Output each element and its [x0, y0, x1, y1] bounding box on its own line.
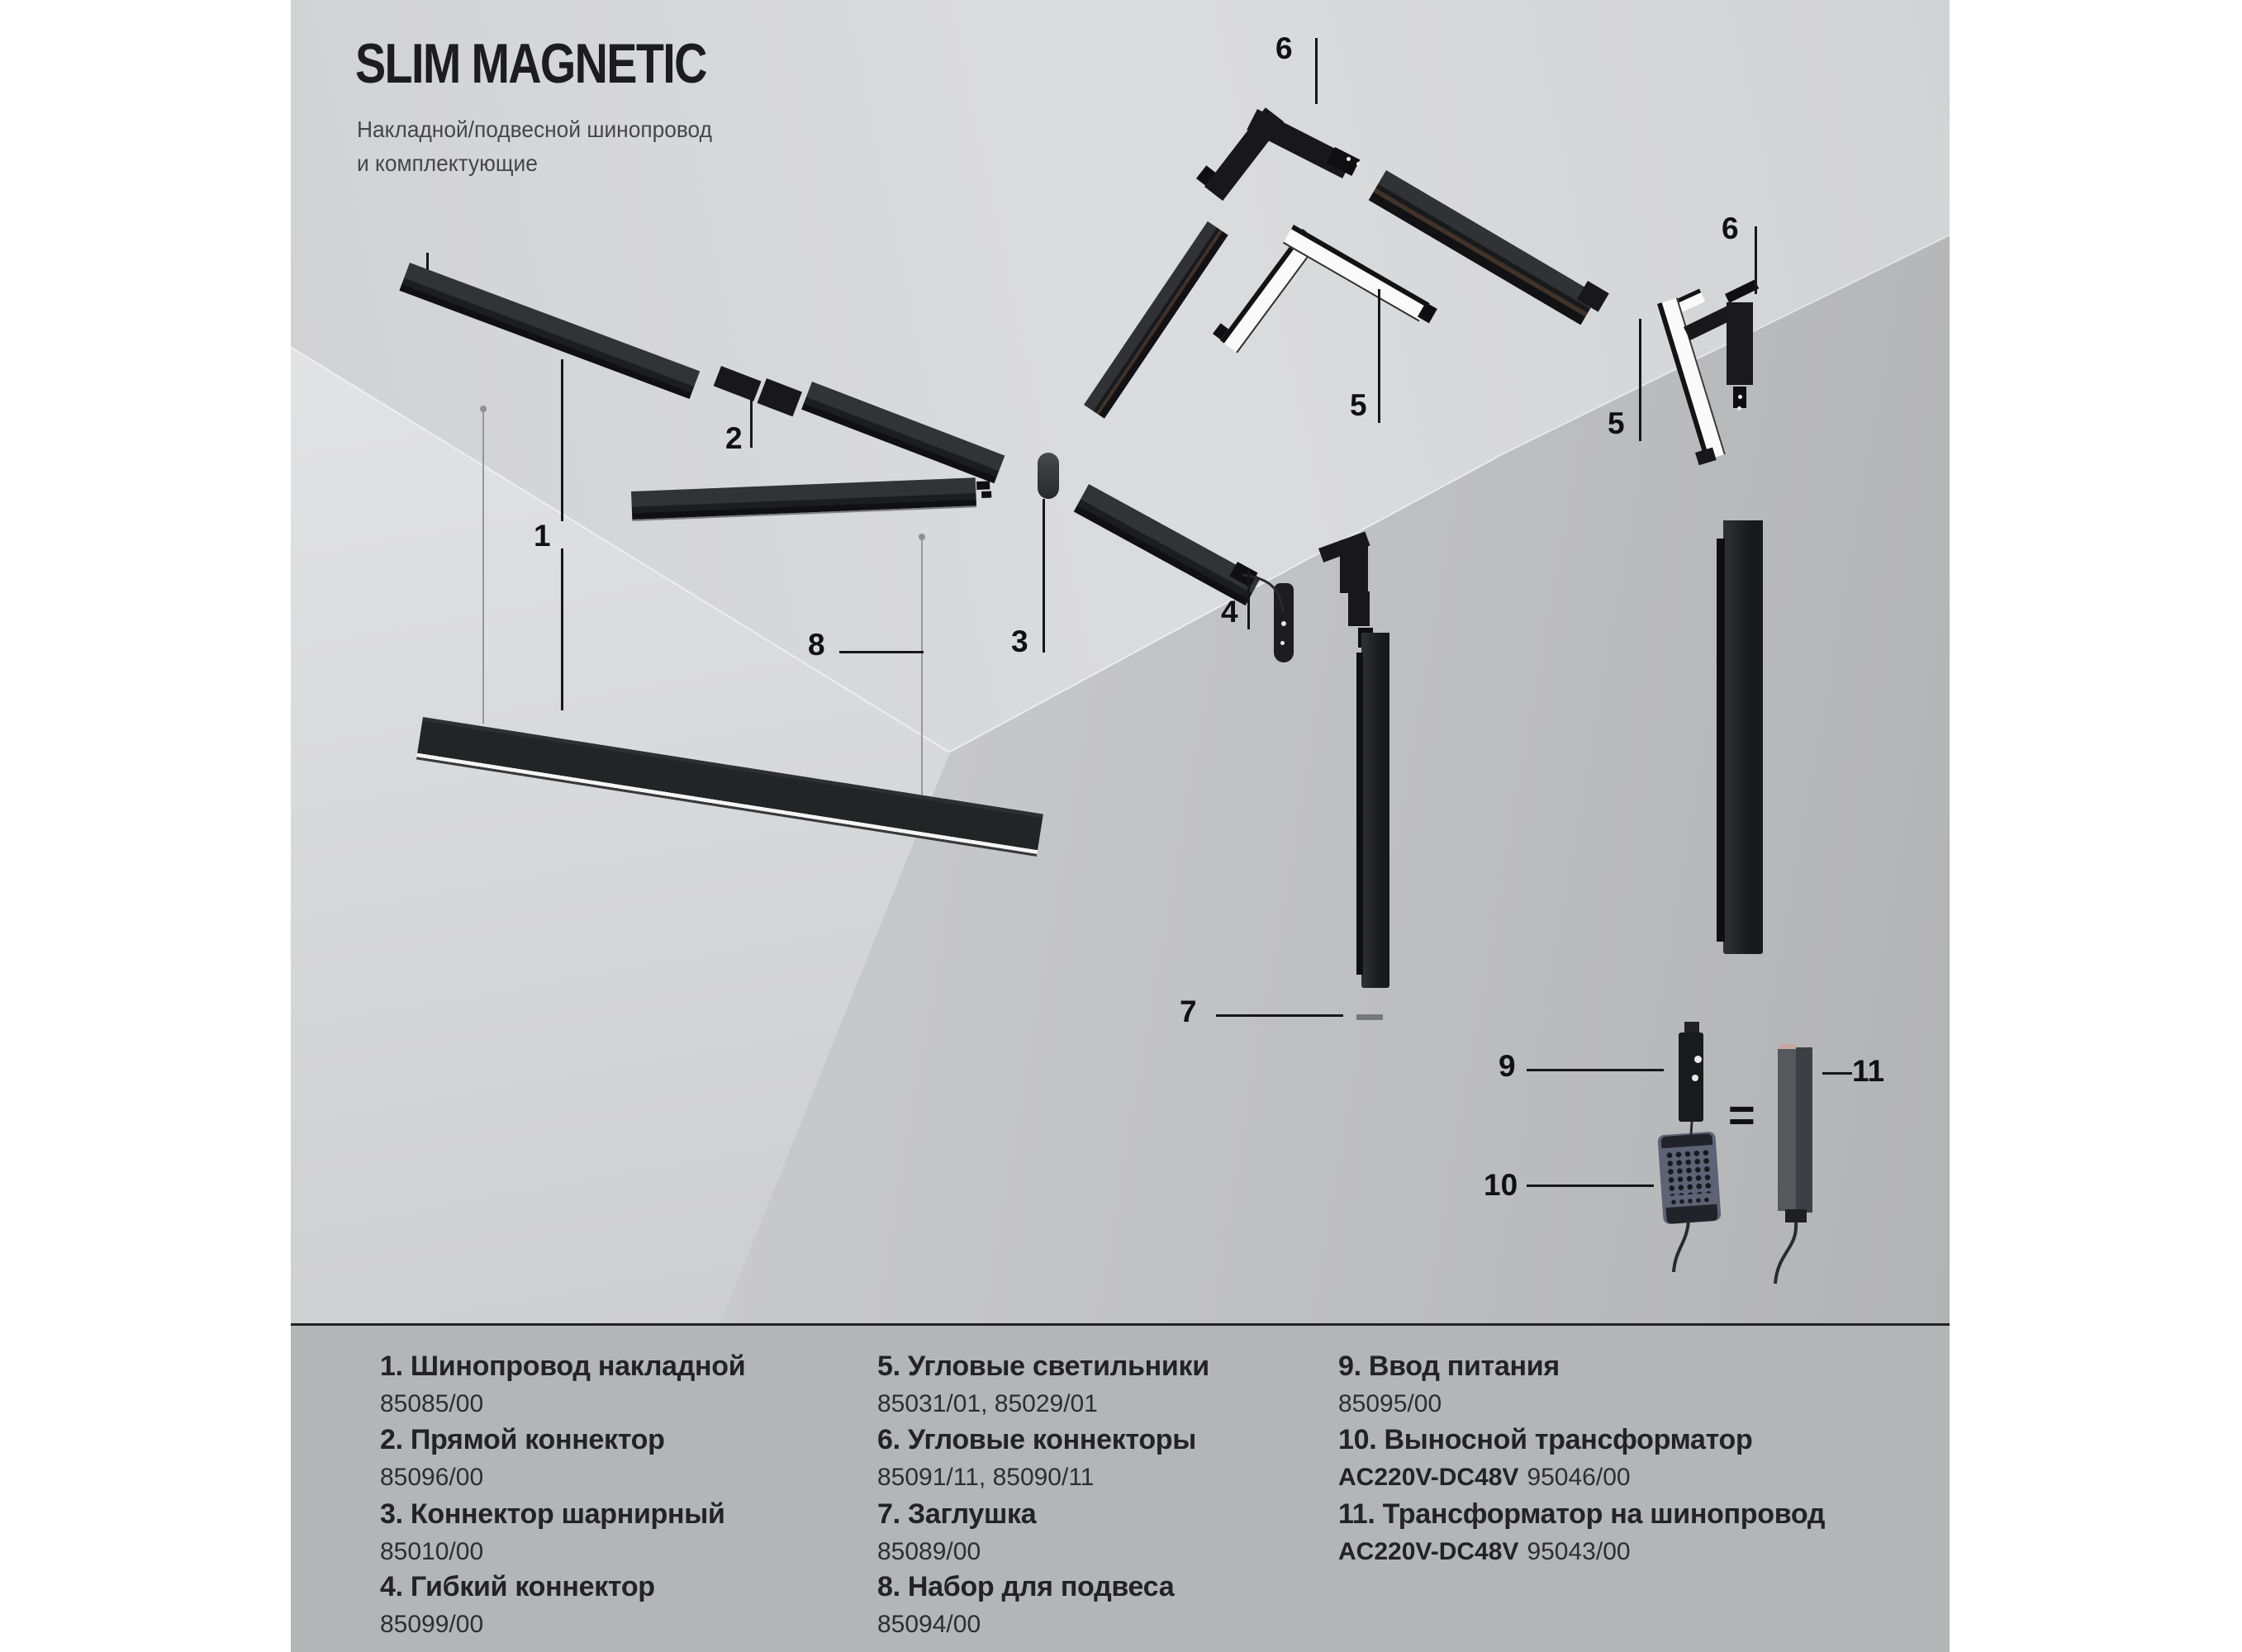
legend-item-1: 1. Шинопровод накладной 85085/00 [380, 1351, 746, 1417]
transformer-vent-grid [1665, 1148, 1713, 1196]
external-transformer [1657, 1132, 1721, 1225]
subtitle-line-2: и комплектующие [357, 150, 538, 176]
connector-contact-dot [1356, 162, 1361, 166]
track-end-pin-upper [976, 481, 990, 490]
callout-8: 8 [808, 628, 825, 662]
equals-sign: = [1728, 1089, 1755, 1141]
wall-track-right [1723, 520, 1763, 954]
callout-11: 11 [1852, 1054, 1885, 1088]
callout-9: 9 [1499, 1049, 1516, 1083]
legend-item-7: 7. Заглушка 85089/00 [877, 1498, 1037, 1565]
power-input-dot [1694, 1056, 1702, 1063]
callout-5-right: 5 [1608, 406, 1625, 440]
wall-track-corner [1361, 633, 1389, 988]
callout-line-9 [1527, 1069, 1664, 1071]
callout-line-10 [1527, 1184, 1654, 1187]
track-end-pin-lower [981, 491, 991, 498]
callout-line-7 [1216, 1014, 1343, 1017]
subtitle-line-1: Накладной/подвесной шинопровод [357, 116, 712, 142]
callout-line-2 [750, 393, 753, 448]
track-transformer-side [1796, 1047, 1812, 1213]
legend-item-5: 5. Угловые светильники 85031/01, 85029/01 [877, 1351, 1209, 1417]
legend-item-10: 10. Выносной трансформатор AC220V-DC48V 95046/00 [1338, 1424, 1753, 1491]
corner-connector-mid-wall-arm [1348, 591, 1370, 626]
callout-2: 2 [725, 421, 743, 455]
legend-item-8: 8. Набор для подвеса 85094/00 [877, 1571, 1175, 1638]
callout-line-5-right [1639, 319, 1641, 441]
flex-contact-dot [1280, 641, 1285, 645]
legend-panel [291, 1323, 1950, 1652]
callout-line-5-left [1378, 289, 1380, 423]
track-transformer-adapter [1785, 1209, 1807, 1222]
callout-1: 1 [534, 519, 551, 553]
callout-line-8 [839, 651, 924, 653]
connector-contact-dot [1737, 406, 1741, 411]
callout-line-1 [561, 548, 563, 710]
legend-item-2: 2. Прямой коннектор 85096/00 [380, 1424, 665, 1491]
callout-7: 7 [1180, 995, 1197, 1028]
callout-3: 3 [1011, 624, 1028, 658]
connector-contact-dot [1347, 157, 1351, 161]
legend-item-9: 9. Ввод питания 85095/00 [1338, 1351, 1560, 1417]
connector-contact-dot [1738, 395, 1742, 399]
corner-connector-mid-body [1340, 540, 1368, 593]
power-input [1679, 1032, 1703, 1122]
corner-connector-right-wall-arm [1727, 302, 1753, 385]
callout-10: 10 [1484, 1168, 1518, 1202]
callout-line-6-right [1755, 226, 1757, 294]
legend-item-6: 6. Угловые коннекторы 85091/11, 85090/11 [877, 1424, 1196, 1491]
callout-5-left: 5 [1350, 388, 1367, 422]
callout-6-right: 6 [1722, 211, 1739, 245]
power-input-tab [1684, 1022, 1699, 1033]
callout-4: 4 [1221, 595, 1238, 629]
track-transformer-face [1778, 1049, 1798, 1211]
legend-item-4: 4. Гибкий коннектор 85099/00 [380, 1571, 655, 1638]
legend-item-11: 11. Трансформатор на шинопровод AC220V-DC48V 95043/00 [1338, 1498, 1826, 1565]
power-input-dot [1692, 1075, 1698, 1081]
flex-contact-dot [1281, 621, 1286, 626]
legend-item-3: 3. Коннектор шарнирный 85010/00 [380, 1498, 725, 1565]
callout-line-4 [1247, 568, 1250, 629]
callout-line-6-top [1315, 38, 1318, 104]
callout-line-1 [561, 359, 563, 521]
callout-6-top: 6 [1275, 31, 1293, 65]
hinge-connector [1038, 453, 1059, 499]
callout-line-3 [1043, 499, 1045, 653]
diagram-area [291, 0, 1950, 1652]
wall-track-corner-flange [1356, 653, 1363, 975]
page-subtitle [357, 112, 712, 180]
wall-track-right-flange [1717, 539, 1725, 942]
callout-line-11 [1822, 1072, 1852, 1075]
end-cap [1356, 1014, 1383, 1020]
page-title: SLIM MAGNETIC [355, 32, 706, 95]
